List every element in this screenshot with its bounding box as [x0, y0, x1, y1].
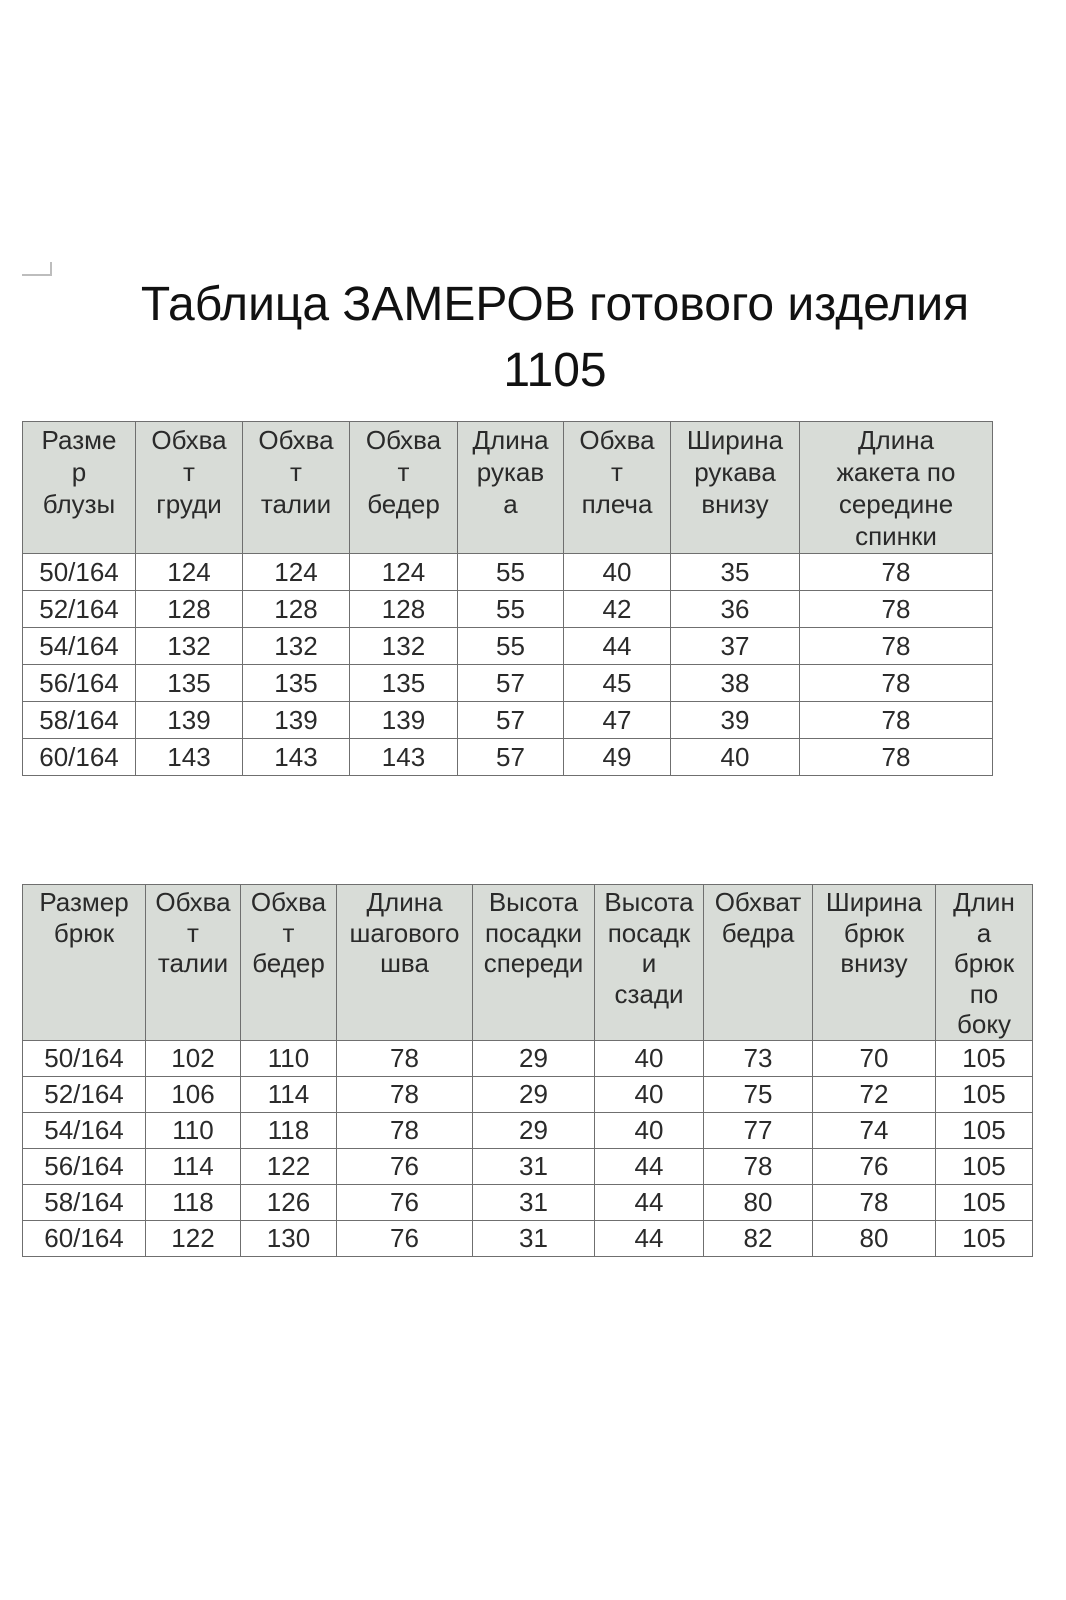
- column-header-front-rise: Высота посадки спереди: [473, 885, 595, 1041]
- column-header-thigh: Обхват бедра: [704, 885, 813, 1041]
- table-cell: 78: [337, 1076, 473, 1112]
- size-cell: 54/164: [23, 1112, 146, 1148]
- size-cell: 50/164: [23, 1040, 146, 1076]
- table-cell: 35: [671, 554, 800, 591]
- table-cell: 130: [241, 1220, 337, 1256]
- table-cell: 76: [337, 1148, 473, 1184]
- table-cell: 105: [936, 1148, 1033, 1184]
- table-cell: 126: [241, 1184, 337, 1220]
- size-cell: 58/164: [23, 702, 136, 739]
- table-cell: 122: [146, 1220, 241, 1256]
- table-cell: 74: [813, 1112, 936, 1148]
- table-row: [23, 665, 993, 702]
- table-cell: 77: [704, 1112, 813, 1148]
- table-cell: 110: [241, 1040, 337, 1076]
- table-cell: 118: [146, 1184, 241, 1220]
- table-cell: 70: [813, 1040, 936, 1076]
- column-header-hem-width: Ширина брюк внизу: [813, 885, 936, 1041]
- size-cell: 56/164: [23, 1148, 146, 1184]
- table-header-row: [23, 422, 993, 554]
- table-cell: 47: [564, 702, 671, 739]
- page-title: [60, 272, 1050, 404]
- table-cell: 114: [146, 1148, 241, 1184]
- table-cell: 78: [800, 591, 993, 628]
- table-cell: 105: [936, 1220, 1033, 1256]
- table-cell: 124: [350, 554, 458, 591]
- column-header-size: Разме р блузы: [23, 422, 136, 554]
- table-cell: 31: [473, 1148, 595, 1184]
- table-cell: 128: [243, 591, 350, 628]
- size-cell: 60/164: [23, 1220, 146, 1256]
- table-cell: 128: [136, 591, 243, 628]
- column-header-size: Размер брюк: [23, 885, 146, 1041]
- table-cell: 40: [595, 1112, 704, 1148]
- table-cell: 139: [243, 702, 350, 739]
- table-cell: 105: [936, 1076, 1033, 1112]
- table-cell: 132: [243, 628, 350, 665]
- table-cell: 135: [243, 665, 350, 702]
- table-header-row: [23, 885, 1033, 1041]
- table-row: [23, 591, 993, 628]
- table-cell: 72: [813, 1076, 936, 1112]
- corner-mark: [22, 262, 52, 276]
- column-header-side-length: Длин а брюк по боку: [936, 885, 1033, 1041]
- table-cell: 42: [564, 591, 671, 628]
- table-cell: 110: [146, 1112, 241, 1148]
- size-cell: 52/164: [23, 591, 136, 628]
- table-cell: 118: [241, 1112, 337, 1148]
- size-cell: 60/164: [23, 739, 136, 776]
- table-cell: 114: [241, 1076, 337, 1112]
- table-row: [23, 554, 993, 591]
- table-cell: 135: [136, 665, 243, 702]
- table-cell: 143: [136, 739, 243, 776]
- column-header-jacket-length: Длина жакета по середине спинки: [800, 422, 993, 554]
- table-cell: 143: [243, 739, 350, 776]
- table-cell: 78: [800, 702, 993, 739]
- size-cell: 56/164: [23, 665, 136, 702]
- table-cell: 44: [564, 628, 671, 665]
- table-row: [23, 1184, 1033, 1220]
- table-cell: 38: [671, 665, 800, 702]
- table-cell: 31: [473, 1184, 595, 1220]
- table-cell: 57: [458, 702, 564, 739]
- table-row: [23, 739, 993, 776]
- table-cell: 31: [473, 1220, 595, 1256]
- table-cell: 102: [146, 1040, 241, 1076]
- table-row: [23, 628, 993, 665]
- column-header-sleeve-length: Длина рукав а: [458, 422, 564, 554]
- table-cell: 76: [337, 1184, 473, 1220]
- column-header-hips: Обхва т бедер: [241, 885, 337, 1041]
- table-cell: 106: [146, 1076, 241, 1112]
- table-cell: 80: [704, 1184, 813, 1220]
- table-cell: 76: [813, 1148, 936, 1184]
- table-cell: 80: [813, 1220, 936, 1256]
- title-line-2: 1105: [503, 344, 607, 397]
- column-header-shoulder: Обхва т плеча: [564, 422, 671, 554]
- table-cell: 124: [243, 554, 350, 591]
- table-cell: 55: [458, 628, 564, 665]
- table-row: [23, 1076, 1033, 1112]
- table-cell: 29: [473, 1040, 595, 1076]
- table-cell: 135: [350, 665, 458, 702]
- table-cell: 78: [800, 665, 993, 702]
- table-cell: 55: [458, 554, 564, 591]
- table-cell: 132: [350, 628, 458, 665]
- table-cell: 105: [936, 1040, 1033, 1076]
- column-header-chest: Обхва т груди: [136, 422, 243, 554]
- title-line-1: Таблица ЗАМЕРОВ готового изделия: [140, 278, 970, 331]
- column-header-waist: Обхва т талии: [243, 422, 350, 554]
- table-cell: 143: [350, 739, 458, 776]
- table-cell: 57: [458, 665, 564, 702]
- table-cell: 44: [595, 1148, 704, 1184]
- table-row: [23, 1112, 1033, 1148]
- column-header-back-rise: Высота посадк и сзади: [595, 885, 704, 1041]
- column-header-inseam: Длина шагового шва: [337, 885, 473, 1041]
- table-cell: 57: [458, 739, 564, 776]
- pants-measurements-table: [22, 884, 1033, 1257]
- table-cell: 82: [704, 1220, 813, 1256]
- table-cell: 29: [473, 1112, 595, 1148]
- table-cell: 132: [136, 628, 243, 665]
- table-cell: 78: [337, 1112, 473, 1148]
- table-cell: 40: [671, 739, 800, 776]
- table-cell: 49: [564, 739, 671, 776]
- table-cell: 78: [337, 1040, 473, 1076]
- table-row: [23, 1040, 1033, 1076]
- size-cell: 50/164: [23, 554, 136, 591]
- table-cell: 78: [800, 628, 993, 665]
- table-cell: 29: [473, 1076, 595, 1112]
- table-cell: 40: [595, 1040, 704, 1076]
- table-row: [23, 702, 993, 739]
- table-cell: 128: [350, 591, 458, 628]
- table-cell: 45: [564, 665, 671, 702]
- table-cell: 37: [671, 628, 800, 665]
- table-row: [23, 1220, 1033, 1256]
- table-cell: 40: [564, 554, 671, 591]
- column-header-hips: Обхва т бедер: [350, 422, 458, 554]
- table-cell: 40: [595, 1076, 704, 1112]
- table-cell: 78: [813, 1184, 936, 1220]
- table-cell: 39: [671, 702, 800, 739]
- jacket-measurements-table: [22, 421, 993, 776]
- table-row: [23, 1148, 1033, 1184]
- table-cell: 139: [350, 702, 458, 739]
- table-cell: 105: [936, 1184, 1033, 1220]
- column-header-waist: Обхва т талии: [146, 885, 241, 1041]
- table-cell: 36: [671, 591, 800, 628]
- table-cell: 73: [704, 1040, 813, 1076]
- table-cell: 105: [936, 1112, 1033, 1148]
- table-cell: 122: [241, 1148, 337, 1184]
- table-cell: 78: [800, 554, 993, 591]
- table-cell: 75: [704, 1076, 813, 1112]
- size-cell: 52/164: [23, 1076, 146, 1112]
- table-cell: 139: [136, 702, 243, 739]
- table-cell: 55: [458, 591, 564, 628]
- size-cell: 58/164: [23, 1184, 146, 1220]
- size-cell: 54/164: [23, 628, 136, 665]
- table-cell: 44: [595, 1184, 704, 1220]
- column-header-sleeve-width: Ширина рукава внизу: [671, 422, 800, 554]
- table-cell: 76: [337, 1220, 473, 1256]
- table-cell: 44: [595, 1220, 704, 1256]
- table-cell: 124: [136, 554, 243, 591]
- table-cell: 78: [704, 1148, 813, 1184]
- table-cell: 78: [800, 739, 993, 776]
